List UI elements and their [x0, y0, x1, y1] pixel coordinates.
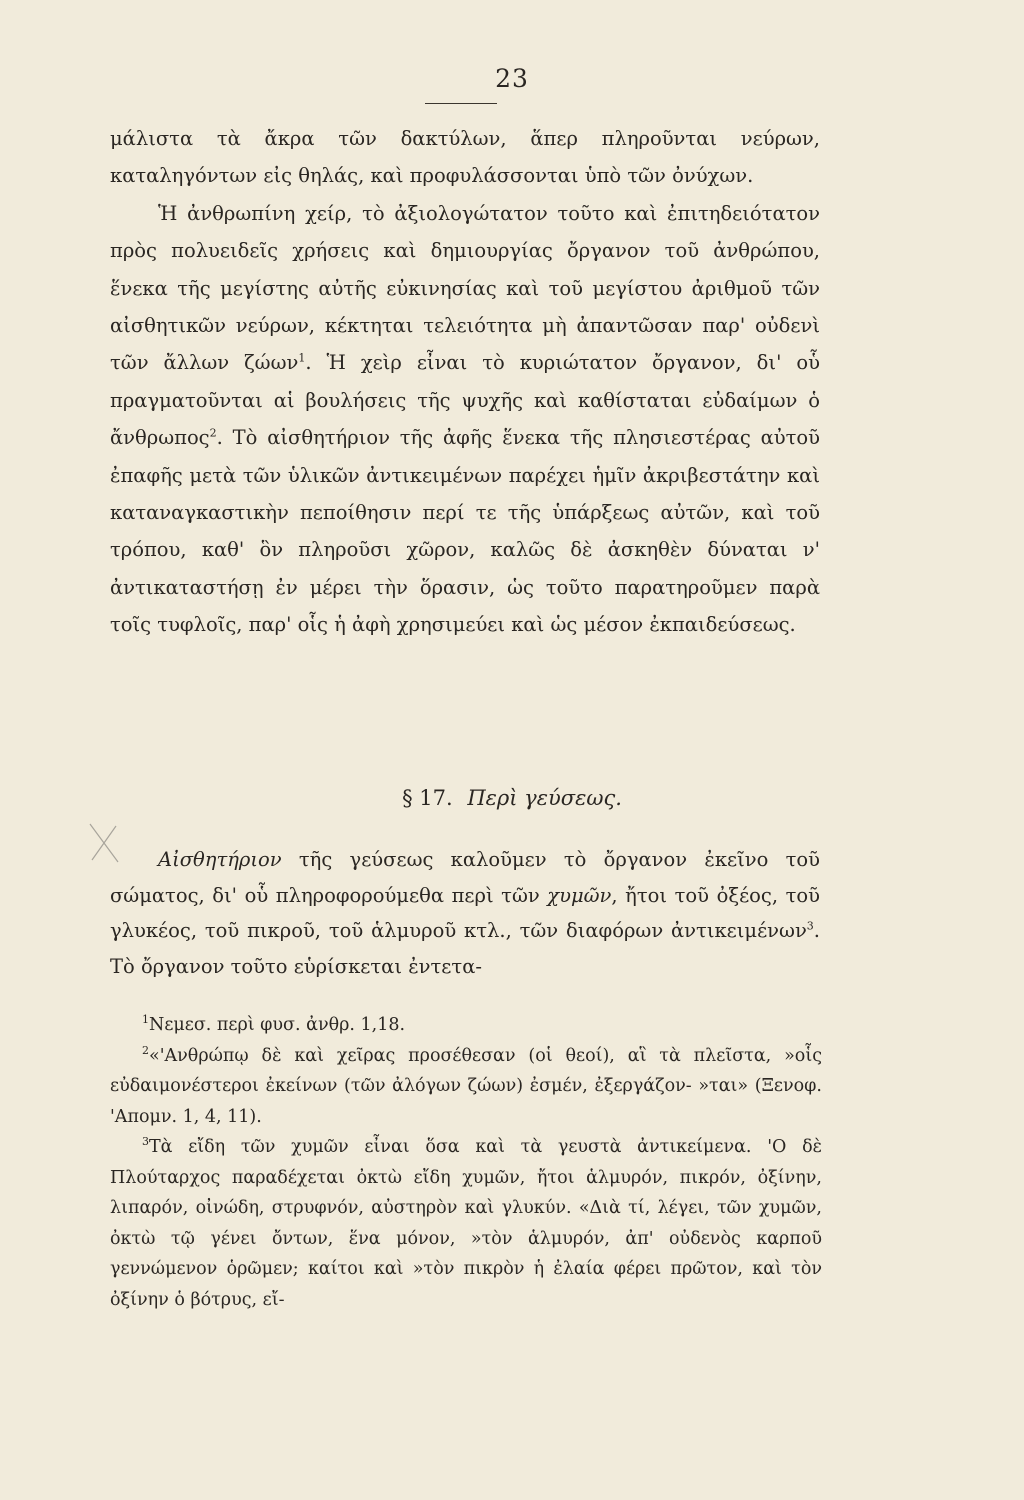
page-number-rule [425, 103, 497, 104]
footnote-ref: 2 [209, 426, 217, 440]
section-symbol: § 17. [402, 786, 453, 810]
main-text [110, 120, 820, 644]
section-heading [0, 786, 1024, 810]
footnote-marker: 1 [142, 1013, 149, 1027]
footnotes [110, 1010, 822, 1315]
paragraph-continuation [110, 120, 820, 195]
paragraph-text: . Τὸ αἰσθητήριον τῆς ἀφῆς ἕνεκα τῆς πλησιεστέρας αὐτοῦ ἐπαφῆς μετὰ τῶν ὑλικῶν ἀντικειμένων παρέχει ἡμῖν ἀκριβεστάτην καὶ καταναγκαστικὴν πεποίθησιν περί τε τῆς ὑπάρξεως αὐτῶν, καὶ τοῦ τρόπου, καθ' ὃν πληροῦσι χῶρον, καλῶς δὲ ἀσκηθὲν δύναται ν' ἀντικαταστήσῃ ἐν μέρει τὴν ὅρασιν, ὡς τοῦτο παρατηροῦμεν παρὰ τοῖς τυφλοῖς, παρ' οἷς ἡ ἀφὴ χρησιμεύει καὶ ὡς μέσον ἐκπαιδεύσεως. [110, 426, 820, 637]
footnote [110, 1010, 822, 1041]
footnote-marker: 2 [142, 1043, 149, 1057]
term-italic: χυμῶν [547, 883, 612, 907]
paragraph-text: . Ἡ χεὶρ εἶναι τὸ κυριώτατον ὄργανον, δι' οὗ πραγματοῦνται αἱ βουλήσεις τῆς ψυχῆς καὶ καθίσταται εὐδαίμων ὁ ἄνθρωπος [110, 351, 820, 450]
page-number: 23 [495, 64, 529, 93]
paragraph-text: , ἤτοι τοῦ ὀξέος, τοῦ γλυκέος, τοῦ πικροῦ, τοῦ ἁλμυροῦ κτλ., τῶν διαφόρων ἀντικειμένων [110, 883, 820, 942]
paragraph-hand [110, 195, 820, 644]
paragraph-text: μάλιστα τὰ ἄκρα τῶν δακτύλων, ἅπερ πληροῦνται νεύρων, καταληγόντων εἰς θηλάς, καὶ προφυλάσσονται ὑπὸ τῶν ὀνύχων. [110, 127, 820, 188]
footnote-text: Νεμεσ. περὶ φυσ. ἀνθρ. 1,18. [149, 1015, 406, 1035]
paragraph-text: τῆς γεύσεως καλοῦμεν τὸ ὄργανον ἐκεῖνο τοῦ σώματος, δι' οὗ πληροφορούμεθα περὶ τῶν [110, 848, 820, 907]
footnote [110, 1132, 822, 1315]
footnote-text: «'Ανθρώπῳ δὲ καὶ χεῖρας προσέθεσαν (οἱ θεοί), αἳ τὰ πλεῖστα, »οἷς εὐδαιμονέστεροι ἐκείνων (τῶν ἀλόγων ζώων) ἐσμέν, ἐξεργάζον- »ται» (Ξενοφ. 'Απομν. 1, 4, 11). [110, 1045, 822, 1127]
footnote-ref: 1 [298, 351, 306, 365]
footnote-ref: 3 [806, 919, 814, 933]
paragraph-taste [110, 842, 820, 984]
footnote-marker: 3 [142, 1135, 149, 1149]
footnote [110, 1041, 822, 1133]
term-italic: Αἰσθητήριον [158, 848, 282, 871]
footnote-text: Τὰ εἴδη τῶν χυμῶν εἶναι ὅσα καὶ τὰ γευστὰ ἀντικείμενα. 'Ο δὲ Πλούταρχος παραδέχεται ὀκτὼ εἴδη χυμῶν, ἤτοι ἁλμυρόν, πικρόν, ὀξίνην, λιπαρόν, οἰνώδη, στρυφνόν, αὐστηρὸν καὶ γλυκύν. «Διὰ τί, λέγει, τῶν χυμῶν, ὀκτὼ τῷ γένει ὄντων, ἕνα μόνον, »τὸν ἁλμυρόν, ἀπ' οὐδενὸς καρποῦ γεννώμενον ὁρῶμεν; καίτοι καὶ »τὸν πικρὸν ἡ ἐλαία φέρει πρῶτον, καὶ τὸν ὀξίνην ὁ βότρυς, εἴ- [110, 1137, 822, 1310]
section-title: Περὶ γεύσεως. [467, 786, 622, 810]
paragraph-text: Ἡ ἀνθρωπίνη χείρ, τὸ ἀξιολογώτατον τοῦτο καὶ ἐπιτηδειότατον πρὸς πολυειδεῖς χρήσεις καὶ δημιουργίας ὄργανον τοῦ ἀνθρώπου, ἕνεκα τῆς μεγίστης αὐτῆς εὐκινησίας καὶ τοῦ μεγίστου ἀριθμοῦ τῶν αἰσθητικῶν νεύρων, κέκτηται τελειότητα μὴ ἀπαντῶσαν παρ' οὐδενὶ τῶν ἄλλων ζώων [110, 201, 820, 375]
section-text [110, 842, 820, 984]
paragraph-text: . Τὸ ὄργανον τοῦτο εὑρίσκεται ἐντετα- [110, 919, 820, 978]
